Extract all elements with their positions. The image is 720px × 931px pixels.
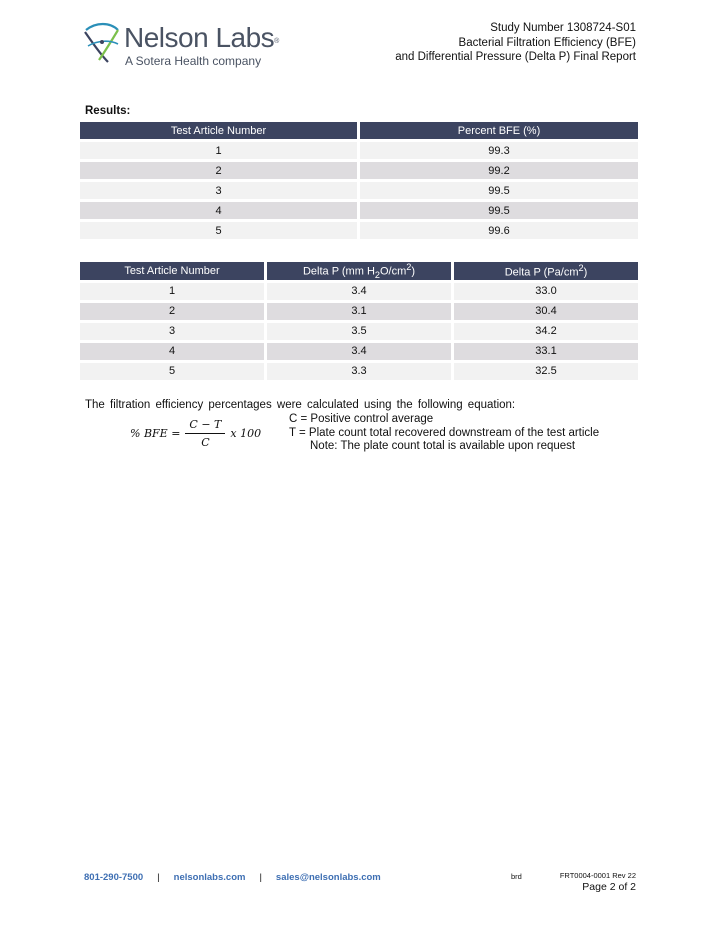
logo-tagline: A Sotera Health company: [125, 54, 262, 68]
formula-numerator: C − T: [185, 418, 225, 434]
study-number: Study Number 1308724-S01: [490, 22, 636, 34]
table-cell: 5: [80, 363, 264, 380]
formula-denominator: C: [201, 436, 210, 449]
table-cell: 3.4: [267, 343, 451, 360]
formula-definitions: [289, 413, 599, 454]
table-cell: 4: [80, 343, 264, 360]
table-cell: 3: [80, 182, 357, 199]
table-row: [80, 182, 638, 199]
report-title-line: Bacterial Filtration Efficiency (BFE): [458, 36, 636, 49]
table-cell: 99.5: [360, 182, 638, 199]
logo-wordmark: Nelson Labs®: [124, 22, 279, 53]
bfe-formula: [130, 418, 261, 449]
table-cell: 5: [80, 222, 357, 239]
table-header-delta-p-pa: Delta P $(Pa/cm^2)$: [454, 262, 638, 280]
table-row: [80, 162, 638, 179]
table-cell: 3.3: [267, 363, 451, 380]
footer-initials: brd: [511, 872, 522, 881]
table-cell: 2: [80, 303, 264, 320]
table-cell: 3.1: [267, 303, 451, 320]
table-cell: 3.4: [267, 283, 451, 300]
definition-t: T = Plate count total recovered downstream of the test article: [289, 426, 600, 439]
footer-document-id: FRT0004-0001 Rev 22: [559, 871, 636, 880]
bfe-results-table: [77, 119, 641, 242]
equation-intro: The filtration efficiency percentages were calculated using the following equation:: [85, 399, 516, 411]
results-label: Results:: [85, 105, 131, 117]
table-row: [80, 363, 638, 380]
table-row: [80, 343, 638, 360]
footer-separator: |: [259, 872, 262, 883]
nelson-labs-logo-icon: [82, 20, 122, 64]
table-cell: 99.2: [360, 162, 638, 179]
footer-page-number: Page 2 of 2: [582, 881, 636, 893]
table-cell: 99.6: [360, 222, 638, 239]
table-cell: 99.5: [360, 202, 638, 219]
table-cell: 1: [80, 142, 357, 159]
table-cell: 33.1: [454, 343, 638, 360]
table-cell: 34.2: [454, 323, 638, 340]
table-cell: 3.5: [267, 323, 451, 340]
footer-email-link[interactable]: sales@nelsonlabs.com: [275, 872, 381, 883]
formula-fraction: [185, 418, 225, 449]
footer-contact: [84, 872, 381, 883]
formula-rhs: x 100: [230, 427, 262, 440]
report-header: [395, 21, 636, 65]
delta-p-results-table: [77, 259, 641, 383]
table-row: [80, 283, 638, 300]
table-header-test-article: Test Article Number: [80, 122, 357, 139]
table-cell: 33.0: [454, 283, 638, 300]
table-header-test-article: Test Article Number: [80, 262, 264, 280]
formula-lhs: % BFE =: [130, 427, 181, 440]
definition-c: C = Positive control average: [289, 413, 434, 425]
table-row: [80, 323, 638, 340]
footer-separator: |: [157, 872, 160, 883]
table-cell: 32.5: [454, 363, 638, 380]
table-cell: 99.3: [360, 142, 638, 159]
table-cell: 4: [80, 202, 357, 219]
table-cell: 2: [80, 162, 357, 179]
table-row: [80, 202, 638, 219]
company-logo: [82, 20, 282, 72]
report-subtitle-line: and Differential Pressure (Delta P) Final Report: [395, 51, 636, 63]
table-header-delta-p-mmh2o: Delta P (mm $H_2O/cm^2$): [267, 262, 451, 280]
footer-phone[interactable]: 801-290-7500: [84, 872, 144, 883]
definition-note: Note: The plate count total is available upon request: [310, 440, 576, 452]
table-row: [80, 222, 638, 239]
table-header-percent-bfe: Percent BFE (%): [360, 122, 638, 139]
footer-website-link[interactable]: nelsonlabs.com: [173, 872, 246, 883]
table-cell: 3: [80, 323, 264, 340]
table-cell: 1: [80, 283, 264, 300]
table-row: [80, 142, 638, 159]
table-row: [80, 303, 638, 320]
table-cell: 30.4: [454, 303, 638, 320]
